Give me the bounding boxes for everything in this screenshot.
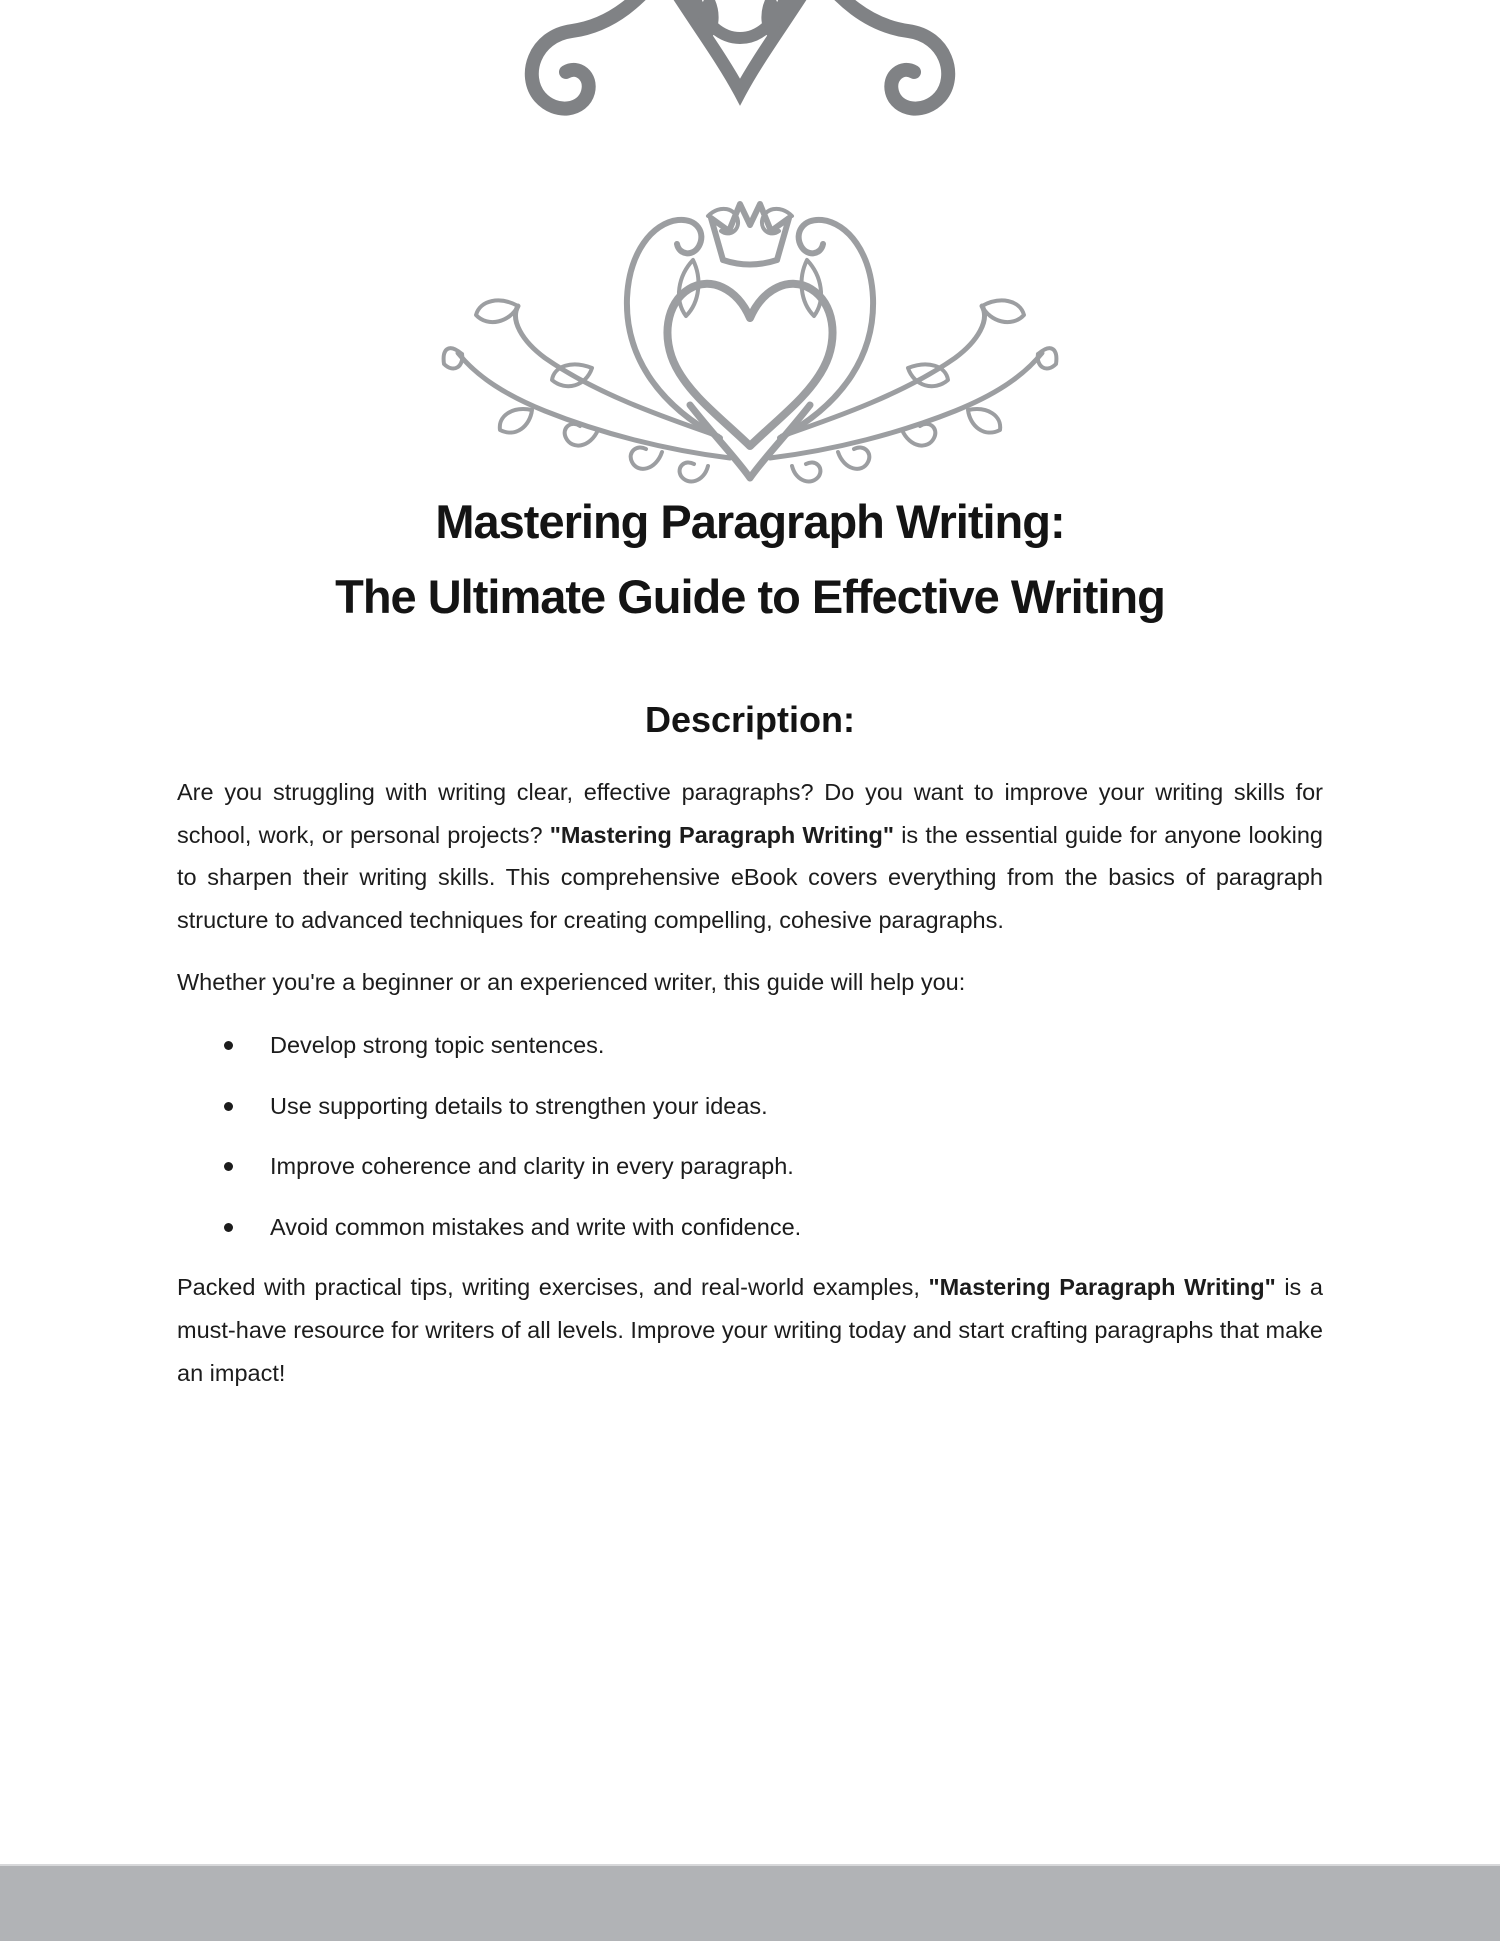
list-item bbox=[177, 1206, 1323, 1249]
closing-text-before: Packed with practical tips, writing exercises, and real-world examples, bbox=[177, 1274, 929, 1301]
list-item bbox=[177, 1145, 1323, 1188]
list-item bbox=[177, 1085, 1323, 1128]
book-title-bold: "Mastering Paragraph Writing" bbox=[549, 821, 895, 848]
footer-bar bbox=[0, 1864, 1500, 1941]
list-item-text: Improve coherence and clarity in every paragraph. bbox=[270, 1153, 794, 1180]
intro-text-after: is the essential guide for anyone looking to sharpen their writing skills. This comprehensive eBook covers everything from the basics of paragraph structure to advanced techniques for creating compelling, cohesive paragraphs. bbox=[177, 821, 1323, 933]
list-item-text: Use supporting details to strengthen your ideas. bbox=[270, 1092, 768, 1119]
book-title-bold: "Mastering Paragraph Writing" bbox=[928, 1274, 1276, 1301]
list-item-text: Avoid common mistakes and write with confidence. bbox=[270, 1213, 802, 1240]
description-body bbox=[177, 771, 1323, 1414]
list-item-text: Develop strong topic sentences. bbox=[270, 1031, 605, 1058]
intro-paragraph bbox=[177, 771, 1323, 941]
intro-text-before: Are you struggling with writing clear, effective paragraphs? Do you want to improve your writing skills for school, work, or personal projects? bbox=[177, 779, 1323, 848]
closing-paragraph bbox=[177, 1266, 1323, 1394]
flourish-ornament-icon bbox=[520, 0, 960, 120]
title-line-2: The Ultimate Guide to Effective Writing bbox=[335, 570, 1165, 623]
title-line-1: Mastering Paragraph Writing: bbox=[435, 495, 1065, 548]
section-heading: Description: bbox=[644, 699, 856, 740]
lead-in-line: Whether you're a beginner or an experienced writer, this guide will help you: bbox=[177, 969, 966, 996]
list-item bbox=[177, 1024, 1323, 1067]
page-title bbox=[0, 484, 1500, 634]
closing-text-after: is a must-have resource for writers of all levels. Improve your writing today and start crafting paragraphs that make an impact! bbox=[177, 1274, 1323, 1386]
crowned-heart-ornament-icon bbox=[440, 168, 1060, 493]
benefits-list bbox=[177, 1024, 1323, 1248]
